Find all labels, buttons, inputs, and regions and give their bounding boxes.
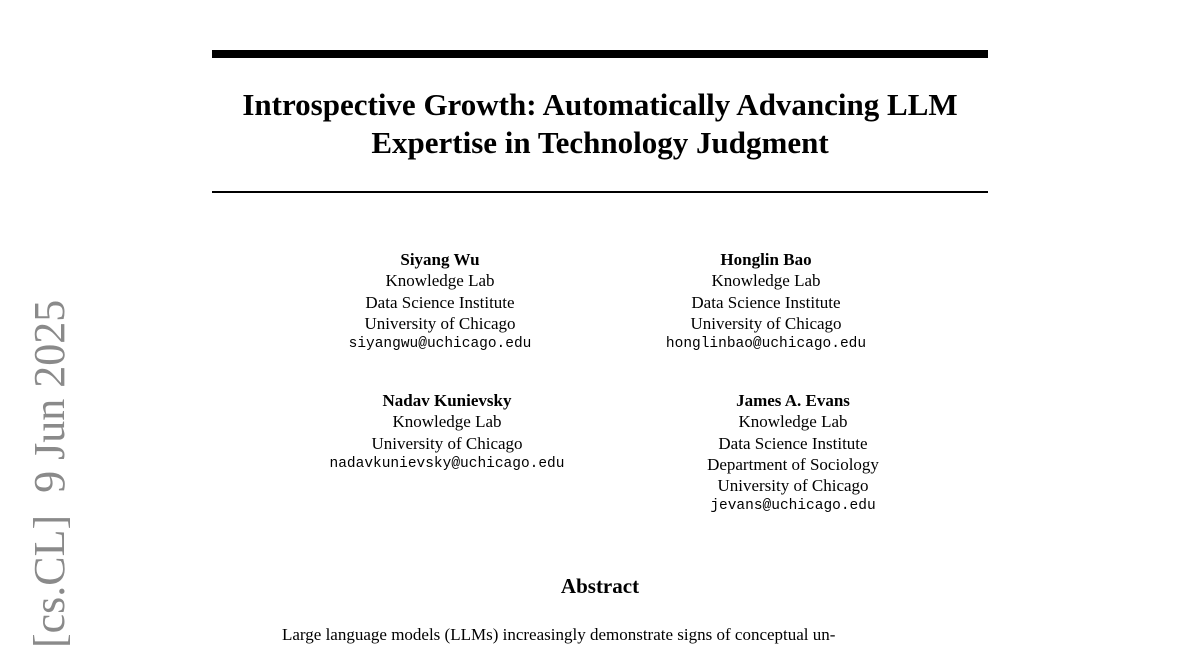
author-block: [606, 249, 926, 355]
author-affiliation: Knowledge Lab: [711, 271, 821, 291]
author-affiliation: University of Chicago: [690, 313, 842, 333]
author-block: [280, 249, 600, 355]
author-name: Nadav Kunievsky: [382, 391, 512, 410]
abstract-heading: Abstract: [560, 574, 640, 598]
paper-title: Introspective Growth: Automatically Advancing LLM Expertise in Technology Judgment: [242, 87, 958, 160]
arxiv-stamp: [25, 300, 75, 648]
author-name: James A. Evans: [736, 391, 850, 410]
abstract-text: Large language models (LLMs) increasingly demonstrate signs of conceptual un-: [282, 625, 836, 644]
author-affiliation: University of Chicago: [717, 476, 869, 496]
arxiv-category: [cs.CL]: [25, 514, 74, 648]
author-affiliation: Data Science Institute: [691, 292, 841, 312]
author-block: [287, 390, 607, 475]
author-name: Siyang Wu: [400, 250, 480, 269]
author-email: nadavkunievsky@uchicago.edu: [329, 455, 565, 472]
author-affiliation: Knowledge Lab: [392, 412, 502, 432]
author-block: [633, 390, 953, 518]
author-email: siyangwu@uchicago.edu: [348, 336, 532, 353]
author-affiliation: Data Science Institute: [718, 433, 868, 453]
author-affiliation: Data Science Institute: [365, 292, 515, 312]
author-affiliation: University of Chicago: [371, 433, 523, 453]
author-affiliation: Knowledge Lab: [738, 412, 848, 432]
author-email: honglinbao@uchicago.edu: [665, 336, 867, 353]
author-name: Honglin Bao: [720, 250, 812, 269]
author-affiliation: University of Chicago: [364, 313, 516, 333]
arxiv-date: 9 Jun 2025: [25, 299, 74, 493]
author-email: jevans@uchicago.edu: [710, 498, 876, 515]
author-affiliation: Department of Sociology: [707, 454, 879, 474]
title-top-rule: [212, 50, 988, 58]
title-bottom-rule: [212, 191, 988, 193]
author-affiliation: Knowledge Lab: [385, 271, 495, 291]
